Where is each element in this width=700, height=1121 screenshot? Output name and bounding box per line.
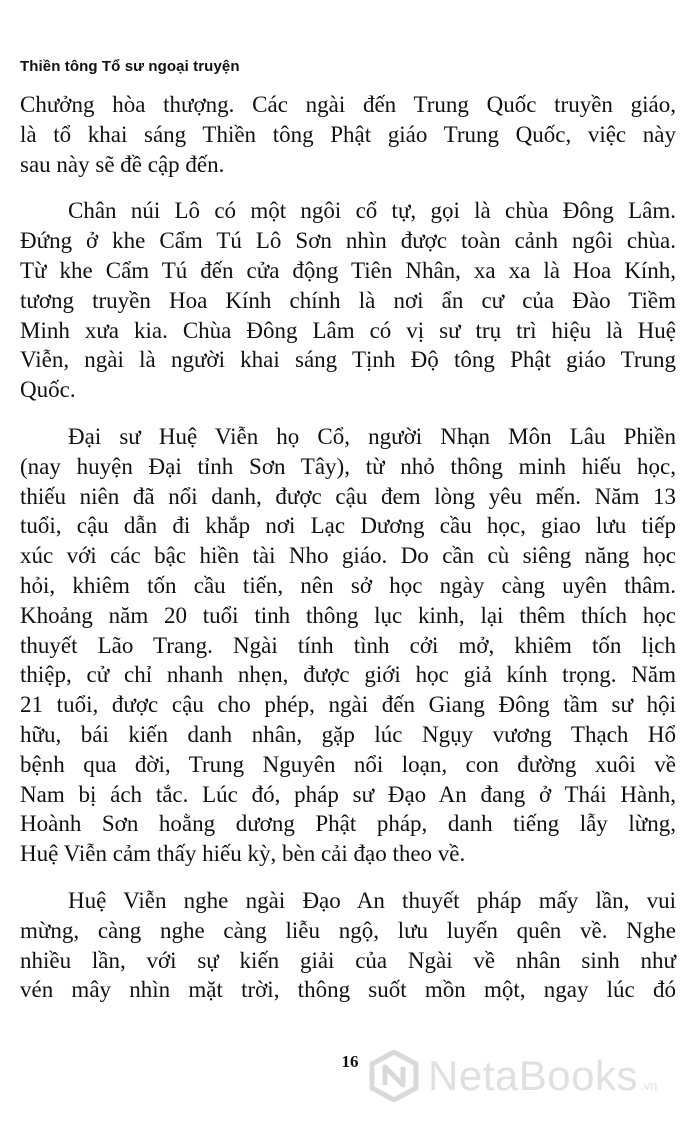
text-line: Huệ Viễn cảm thấy hiếu kỳ, bèn cải đạo theo về. bbox=[20, 841, 466, 867]
netabooks-logo-icon bbox=[368, 1050, 420, 1102]
text-line: là tổ khai sáng Thiền tông Phật giáo Trung Quốc, việc này bbox=[20, 121, 676, 147]
paragraph bbox=[20, 196, 676, 405]
text-line: tuổi, cậu dẫn đi khắp nơi Lạc Dương cầu học, giao lưu tiếp bbox=[20, 513, 676, 539]
watermark-brand: NetaBooks bbox=[428, 1052, 638, 1099]
text-line: Đứng ở khe Cẩm Tú Lô Sơn nhìn được toàn cảnh ngôi chùa. bbox=[20, 228, 676, 254]
text-line: Từ khe Cẩm Tú đến cửa động Tiên Nhân, xa xa là Hoa Kính, bbox=[20, 257, 676, 283]
paragraph bbox=[20, 90, 676, 179]
text-line: Khoảng năm 20 tuổi tinh thông lục kinh, lại thêm thích học bbox=[20, 602, 676, 628]
page-number: 16 bbox=[341, 1052, 359, 1071]
text-line: thuyết Lão Trang. Ngài tính tình cởi mở, khiêm tốn lịch bbox=[20, 632, 676, 658]
text-line: (nay huyện Đại tỉnh Sơn Tây), từ nhỏ thông minh hiếu học, bbox=[20, 453, 676, 479]
text-line: bệnh qua đời, Trung Nguyên nổi loạn, con đường xuôi về bbox=[20, 751, 676, 777]
text-line: thiệp, cử chỉ nhanh nhẹn, được giới học giả kính trọng. Năm bbox=[20, 662, 676, 688]
watermark bbox=[368, 1045, 657, 1107]
text-line: Viễn, ngài là người khai sáng Tịnh Độ tông Phật giáo Trung bbox=[20, 347, 676, 373]
text-line: hỏi, khiêm tốn cầu tiến, nên sở học ngày càng uyên thâm. bbox=[20, 572, 676, 598]
text-line: 21 tuổi, được cậu cho phép, ngài đến Giang Đông tầm sư hội bbox=[20, 692, 676, 718]
text-line: nhiều lần, với sự kiến giải của Ngài về nhân sinh như bbox=[20, 947, 676, 973]
text-line: vén mây nhìn mặt trời, thông suốt mồn một, ngay lúc đó bbox=[20, 977, 676, 1003]
text-line: mừng, càng nghe càng liễu ngộ, lưu luyến quên về. Nghe bbox=[20, 917, 676, 943]
text-line: Minh xưa kia. Chùa Đông Lâm có vị sư trụ trì hiệu là Huệ bbox=[20, 317, 676, 343]
running-header: Thiền tông Tổ sư ngoại truyện bbox=[20, 58, 240, 75]
text-line: xúc với các bậc hiền tài Nho giáo. Do cần cù siêng năng học bbox=[20, 543, 676, 569]
text-line: tương truyền Hoa Kính chính là nơi ẩn cư của Đào Tiềm bbox=[20, 287, 676, 313]
text-line: Quốc. bbox=[20, 377, 76, 403]
watermark-suffix: .vn bbox=[639, 1077, 658, 1093]
text-line: Nam bị ách tắc. Lúc đó, pháp sư Đạo An đang ở Thái Hành, bbox=[20, 781, 676, 807]
text-line: Huệ Viễn nghe ngài Đạo An thuyết pháp mấy lần, vui bbox=[68, 887, 676, 913]
text-line: sau này sẽ đề cập đến. bbox=[20, 151, 225, 177]
text-line: Đại sư Huệ Viễn họ Cổ, người Nhạn Môn Lâu Phiền bbox=[68, 423, 676, 449]
paragraph bbox=[20, 422, 676, 869]
text-line: Hoành Sơn hoằng dương Phật pháp, danh tiếng lẫy lừng, bbox=[20, 811, 676, 837]
paragraphs bbox=[20, 90, 676, 1005]
text-line: Chưởng hòa thượng. Các ngài đến Trung Quốc truyền giáo, bbox=[20, 92, 676, 117]
paragraph bbox=[20, 886, 676, 1005]
text-line: thiếu niên đã nổi danh, được cậu đem lòng yêu mến. Năm 13 bbox=[20, 483, 676, 509]
text-line: Chân núi Lô có một ngôi cổ tự, gọi là chùa Đông Lâm. bbox=[68, 198, 676, 224]
text-line: hữu, bái kiến danh nhân, gặp lúc Ngụy vương Thạch Hổ bbox=[20, 721, 676, 747]
body-text bbox=[20, 90, 676, 1022]
